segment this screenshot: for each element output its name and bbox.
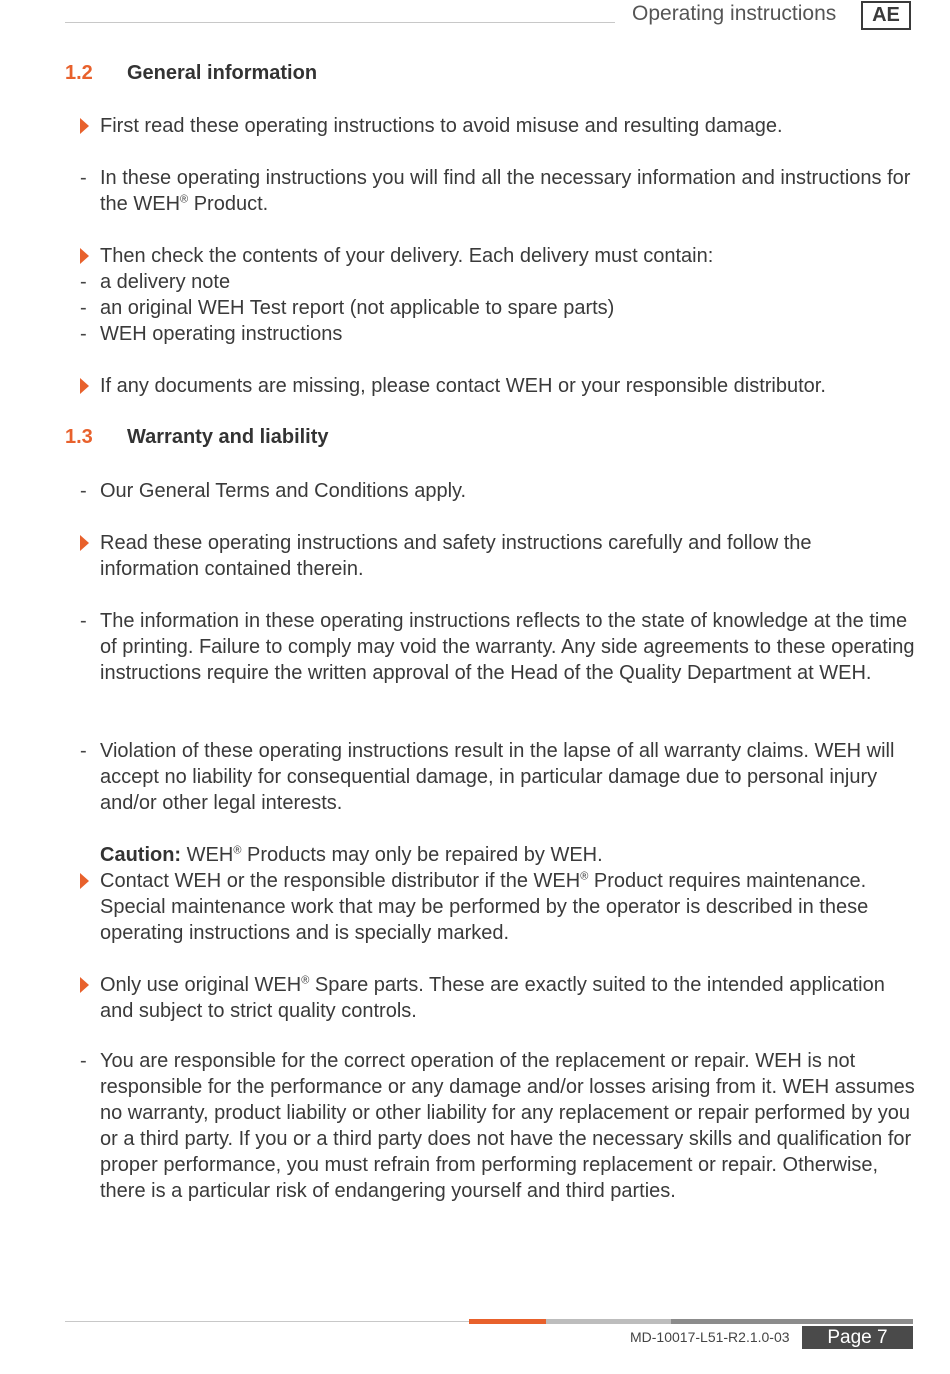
instruction-item: Contact WEH or the responsible distributor if the WEH® Product requires maintenance. Special maintenance work that may be performed by the operator is described in these operating instructions and is specially marked. (100, 870, 869, 944)
arrow-bullet-icon (80, 972, 89, 993)
section-title: Warranty and liability (127, 426, 329, 448)
dash-bullet: - (80, 610, 87, 632)
section-number: 1.2 (65, 62, 93, 84)
info-item: Violation of these operating instructions result in the lapse of all warranty claims. WEH will accept no liability for consequential damage, in particular damage due to personal injury and/or other legal interests. (100, 740, 895, 814)
dash-bullet: - (80, 297, 87, 319)
section-number: 1.3 (65, 426, 93, 448)
dash-bullet: - (80, 323, 87, 345)
arrow-bullet-icon (80, 243, 89, 264)
arrow-bullet-icon (80, 113, 89, 134)
header-title: Operating instructions (632, 2, 837, 25)
instruction-item: First read these operating instructions to avoid misuse and resulting damage. (100, 115, 783, 137)
registered-mark: ® (233, 844, 242, 857)
footer-progress-dark (671, 1319, 913, 1324)
instruction-item: If any documents are missing, please contact WEH or your responsible distributor. (100, 375, 826, 397)
footer-progress-accent (469, 1319, 546, 1324)
info-item: You are responsible for the correct operation of the replacement or repair. WEH is not responsible for the performance or any damage and/or losses arising from it. WEH assumes no warranty, product liability or other liability for any replacement or repair performed by you or a third party. If you or a third party does not have the necessary skills and qualification for proper performance, you must refrain from performing replacement or repair. Otherwise, there is a particular risk of endangering yourself and third parties. (100, 1050, 915, 1202)
registered-mark: ® (301, 974, 310, 987)
dash-bullet: - (80, 271, 87, 293)
list-item: an original WEH Test report (not applicable to spare parts) (100, 297, 615, 319)
dash-bullet: - (80, 740, 87, 762)
section-title: General information (127, 62, 318, 84)
dash-bullet: - (80, 167, 87, 189)
footer-progress-light (546, 1319, 671, 1324)
info-item: Our General Terms and Conditions apply. (100, 480, 467, 502)
caution-note: Caution: WEH® Products may only be repaired by WEH. (100, 844, 603, 866)
registered-mark: ® (180, 193, 189, 206)
info-item: The information in these operating instructions reflects to the state of knowledge at the time of printing. Failure to comply may void the warranty. Any side agreements to these operating instructions require the written approval of the Head of the Quality Department at WEH. (100, 610, 915, 684)
list-item: a delivery note (100, 271, 231, 293)
instruction-item: Only use original WEH® Spare parts. These are exactly suited to the intended application and subject to strict quality controls. (100, 974, 885, 1022)
list-item: WEH operating instructions (100, 323, 343, 345)
language-badge: AE (861, 1, 911, 30)
arrow-bullet-icon (80, 868, 89, 889)
header-rule (65, 22, 615, 23)
caution-label: Caution: (100, 844, 182, 866)
arrow-bullet-icon (80, 530, 89, 551)
dash-bullet: - (80, 1050, 87, 1072)
instruction-item: Read these operating instructions and safety instructions carefully and follow the information contained therein. (100, 532, 812, 580)
document-code: MD-10017-L51-R2.1.0-03 (630, 1329, 790, 1345)
dash-bullet: - (80, 480, 87, 502)
info-item: In these operating instructions you will find all the necessary information and instructions for the WEH® Product. (100, 167, 911, 215)
registered-mark: ® (580, 870, 589, 883)
footer-rule (65, 1321, 469, 1322)
page-number: Page 7 (802, 1326, 913, 1349)
arrow-bullet-icon (80, 373, 89, 394)
instruction-item: Then check the contents of your delivery. Each delivery must contain: (100, 245, 714, 267)
